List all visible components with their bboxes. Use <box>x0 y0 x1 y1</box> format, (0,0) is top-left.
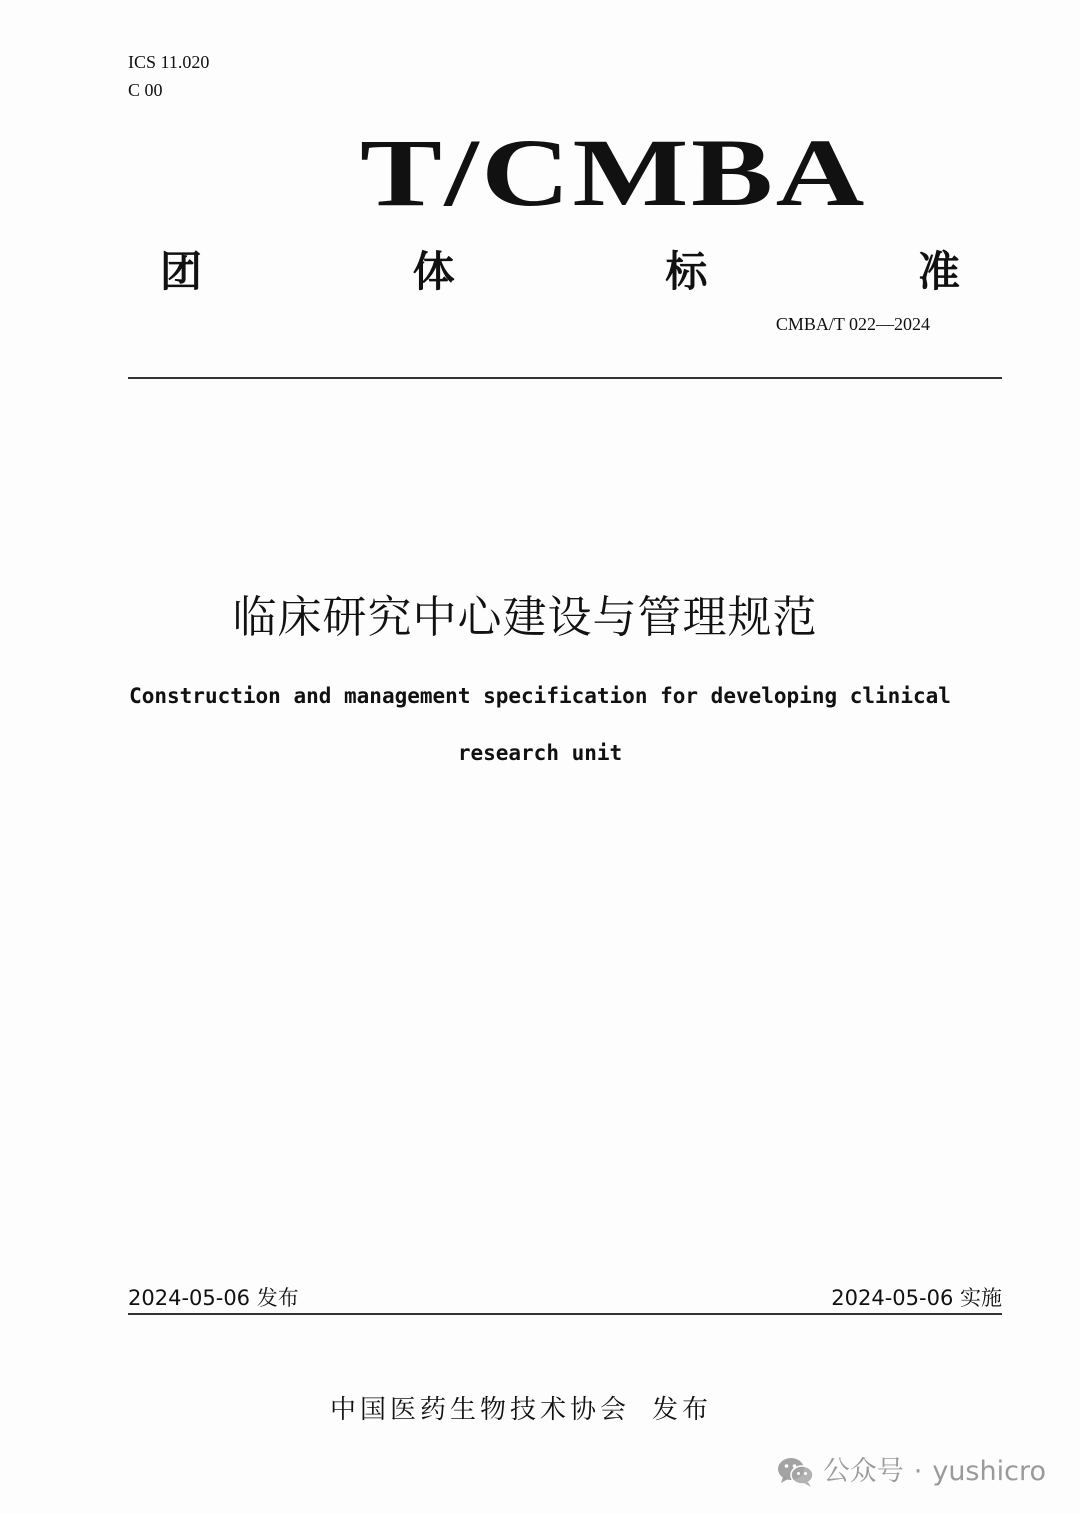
english-title <box>100 668 980 782</box>
watermark <box>777 1452 1046 1492</box>
publisher-line <box>330 1392 712 1428</box>
ics-code: ICS 11.020 <box>128 52 210 72</box>
standard-type-char: 准 <box>917 247 960 296</box>
standard-type-char: 团 <box>160 247 203 296</box>
standard-type <box>160 244 960 300</box>
english-title-line: Construction and management specification for developing clinical <box>129 684 951 708</box>
top-divider <box>128 377 1002 379</box>
issue-date: 2024-05-06 发布 <box>128 1286 299 1310</box>
ccs-code: C 00 <box>128 80 163 100</box>
watermark-separator: · <box>913 1456 923 1487</box>
bottom-divider <box>128 1313 1002 1315</box>
wechat-icon <box>777 1456 815 1488</box>
english-title-line: research unit <box>457 741 623 765</box>
watermark-label: 公众号 <box>822 1456 904 1487</box>
chinese-title-text: 临床研究中心建设与管理规范 <box>232 592 818 643</box>
watermark-account: yushicro <box>932 1456 1046 1487</box>
publisher-name: 中国医药生物技术协会 <box>330 1395 631 1425</box>
standard-type-char: 体 <box>412 247 455 296</box>
effective-date: 2024-05-06 实施 <box>831 1286 1002 1310</box>
chinese-title <box>0 588 1080 648</box>
publisher-action: 发布 <box>652 1395 713 1425</box>
classification-codes <box>128 48 209 104</box>
organization-logo-text: T/CMBA <box>360 119 867 226</box>
standard-type-char: 标 <box>665 247 708 296</box>
standard-number: CMBA/T 022—2024 <box>775 314 930 334</box>
